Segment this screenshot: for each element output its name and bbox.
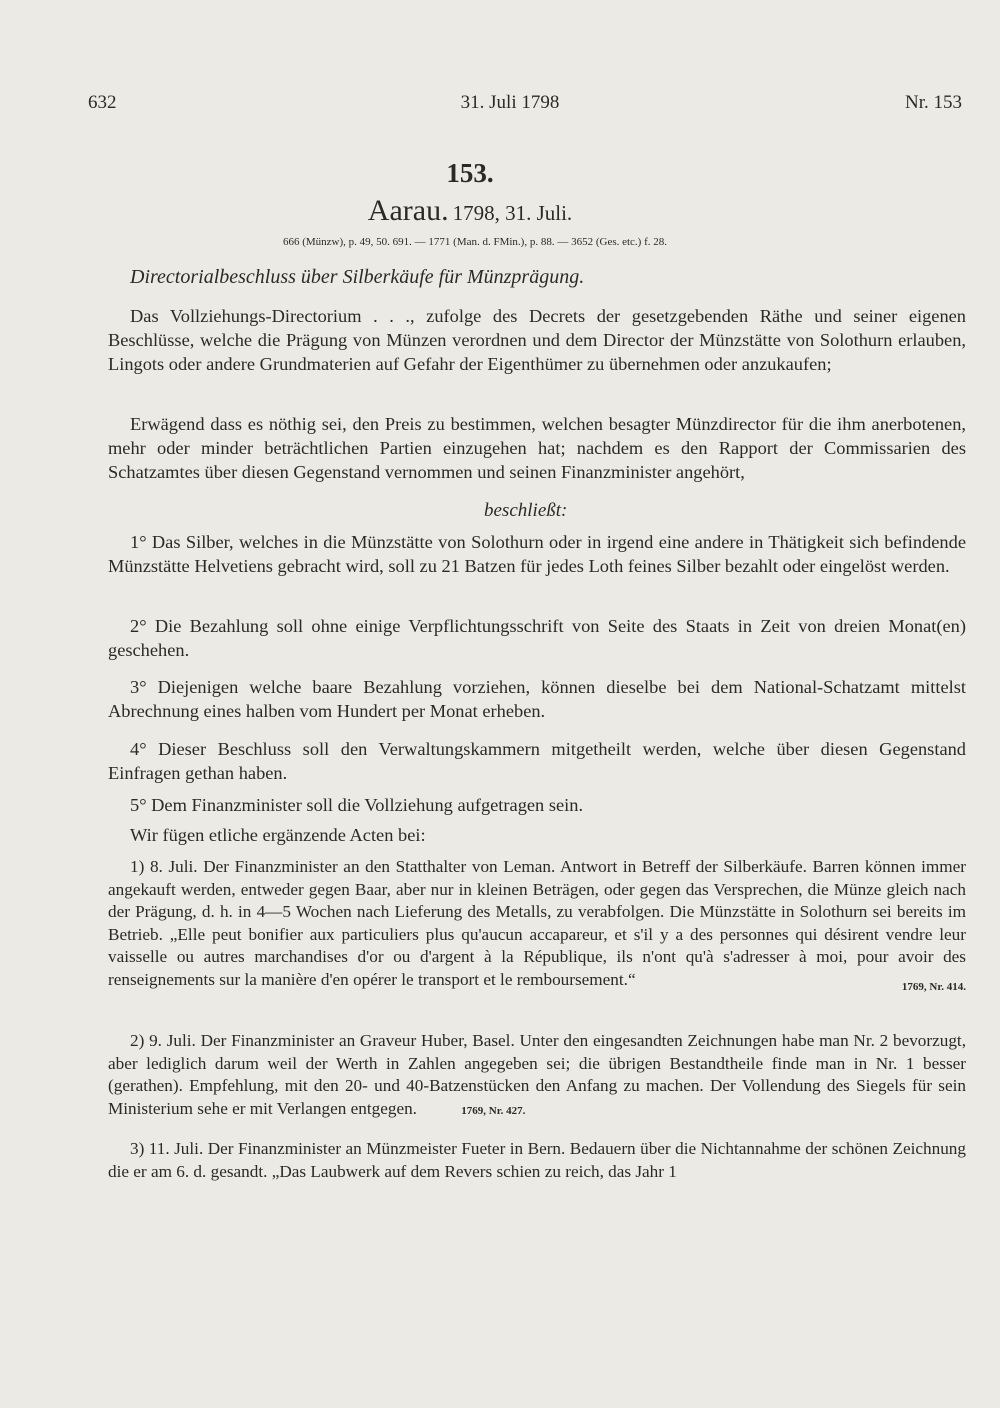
document-heading [0,194,1000,228]
annex-1-reference: 1769, Nr. 414. [901,980,966,993]
article-2: 2° Die Bezahlung soll ohne einige Verpflichtungsschrift von Seite des Staats in Zeit von dreien Monat(en) geschehen. [108,616,966,661]
page-number: 632 [88,92,117,113]
document-title: Directorialbeschluss über Silberkäufe für Münzprägung. [130,266,585,288]
running-header [88,92,962,122]
annex-intro: Wir fügen etliche ergänzende Acten bei: [130,825,426,845]
paragraph-considering: Erwägend dass es nöthig sei, den Preis zu bestimmen, welchen besagter Münzdirector für die ihm anerbotenen, mehr oder minder beträchtlichen Partien einzugehen hat; nachdem es den Rapport der Commissarien des Schatzamtes über diesen Gegenstand vernommen und seinen Finanzminister angehört, [108,414,966,483]
archive-sources: 666 (Münzw), p. 49, 50. 691. — 1771 (Man. d. FMin.), p. 88. — 3652 (Ges. etc.) f. 28. [282,236,668,248]
document-date: 1798, 31. Juli. [452,201,573,225]
article-5: 5° Dem Finanzminister soll die Vollziehung aufgetragen sein. [130,795,584,815]
annex-1 [108,856,966,999]
article-4: 4° Dieser Beschluss soll den Verwaltungskammern mitgetheilt werden, welche über diesen Gegenstand Einfragen gethan haben. [108,739,966,784]
paragraph-preamble: Das Vollziehungs-Directorium . . ., zufolge des Decrets der gesetzgebenden Räthe und seiner eigenen Beschlüsse, welche die Prägung von Münzen verordnen und dem Director der Münzstätte von Solothurn erlauben, Lingots oder andere Grundmaterien auf Gefahr der Eigenthümer zu übernehmen oder anzukaufen; [108,306,966,375]
article-1: 1° Das Silber, welches in die Münzstätte von Solothurn oder in irgend eine andere in Thätigkeit sich befindende Münzstätte Helvetiens gebracht wird, soll zu 21 Batzen für jedes Loth feines Silber bezahlt oder eingelöst werden. [108,532,966,577]
annex-2-text: 2) 9. Juli. Der Finanzminister an Graveur Huber, Basel. Unter den eingesandten Zeichnungen habe man Nr. 2 bevorzugt, aber lediglich darum weil der Werth in Zahlen angegeben sei; die übrigen Bestandtheile finde man in Nr. 1 besser (gerathen). Empfehlung, mit den 20- und 40-Batzenstücken den Anfang zu machen. Der Vollendung des Siegels für sein Ministerium sehe er mit Verlangen entgegen. [108,1031,966,1118]
article-3: 3° Diejenigen welche baare Bezahlung vorziehen, können dieselbe bei dem National-Schatzamt mittelst Abrechnung eines halben vom Hundert per Monat erheben. [108,677,966,722]
annex-2-reference: 1769, Nr. 427. [461,1104,526,1117]
annex-2 [108,1030,966,1122]
header-doc-number: Nr. 153 [905,92,962,113]
annex-3: 3) 11. Juli. Der Finanzminister an Münzmeister Fueter in Bern. Bedauern über die Nichtannahme der schönen Zeichnung die er am 6. d. gesandt. „Das Laubwerk auf dem Revers schien zu reich, das Jahr 1 [108,1139,966,1181]
header-date: 31. Juli 1798 [460,92,560,113]
decides-heading: beschließt: [484,500,568,521]
document-number: 153. [446,158,494,188]
document-place: Aarau. [367,194,449,227]
annex-1-text: 1) 8. Juli. Der Finanzminister an den Statthalter von Leman. Antwort in Betreff der Silberkäufe. Barren können immer angekauft werden, entweder gegen Baar, aber nur in kleinen Beträgen, oder gegen das Versprechen, die Münze gleich nach der Prägung, d. h. in 4—5 Wochen nach Lieferung des Metalls, zu verabfolgen. Die Münzstätte in Solothurn sei bereits im Betrieb. „Elle peut bonifier aux particuliers plus qu'aucun accapareur, et s'il y a des personnes qui désirent vendre leur vaisselle ou autres marchandises d'or ou d'argent à la République, ils n'ont qu'à s'adresser à moi, pour avoir des renseignements sur la manière d'en opérer le transport et le remboursement.“ [108,857,966,989]
